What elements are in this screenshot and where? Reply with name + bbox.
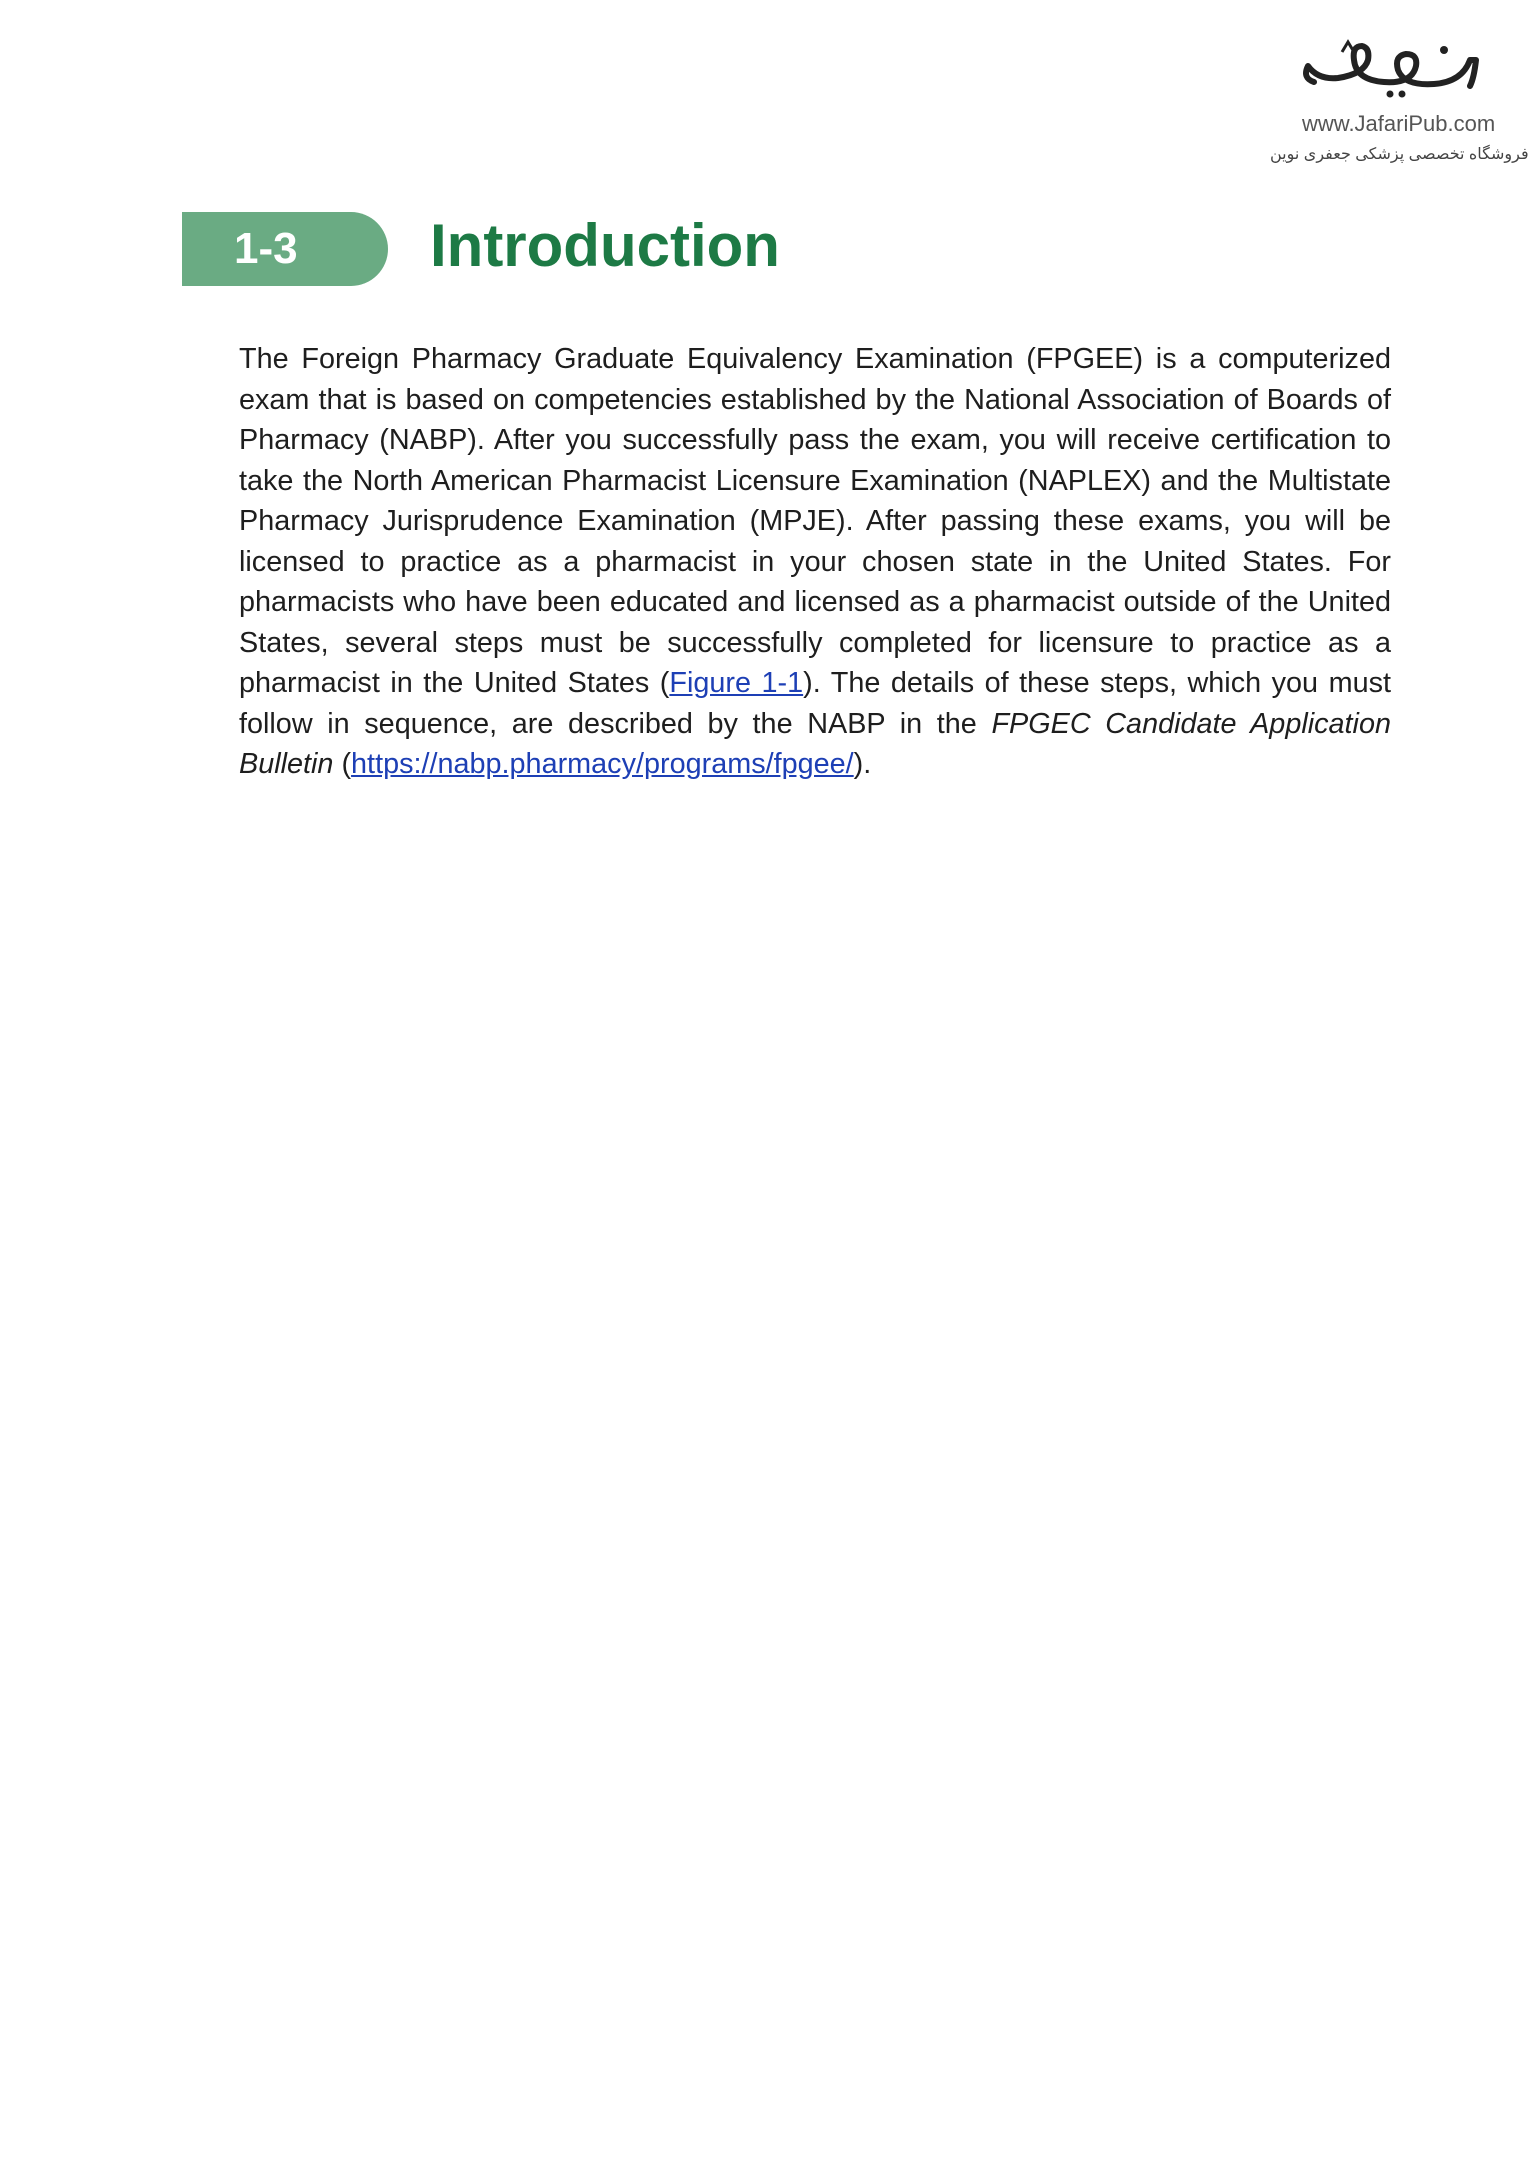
intro-text-3: ( — [333, 748, 352, 780]
figure-link[interactable]: Figure 1-1 — [669, 667, 804, 699]
jafari-logo-icon — [1294, 20, 1494, 110]
intro-text-1: The Foreign Pharmacy Graduate Equivalency Examination (FPGEE) is a computerized exam that is based on competencies established by the National Association of Boards of Pharmacy (NABP). After you successfully pass the exam, you will receive certification to take the North American Pharmacist Licensure Examination (NAPLEX) and the Multistate Pharmacy Jurisprudence Examination (MPJE). After passing these exams, you will be licensed to practice as a pharmacist in your chosen state in the United States. For pharmacists who have been educated and licensed as a pharmacist outside of the United States, several steps must be successfully completed for licensure to practice as a pharmacist in the United States ( — [239, 343, 1391, 699]
section-title: Introduction — [430, 212, 780, 279]
publisher-subtitle: فروشگاه تخصصی پزشکی جعفری نوین — [1270, 146, 1529, 163]
section-number-badge: 1-3 — [182, 212, 388, 286]
nabp-url-link[interactable]: https://nabp.pharmacy/programs/fpgee/ — [351, 748, 854, 780]
publisher-logo — [1270, 20, 1529, 170]
bulletin-title: FPGEC Candidate Application Bulletin — [239, 707, 1391, 780]
intro-text-4: ). — [853, 748, 872, 780]
intro-text-2: ). The details of these steps, which you must follow in sequence, are described by the NABP in the — [239, 667, 1391, 740]
intro-paragraph — [239, 339, 1391, 785]
publisher-url: www.JafariPub.com — [1302, 111, 1496, 136]
